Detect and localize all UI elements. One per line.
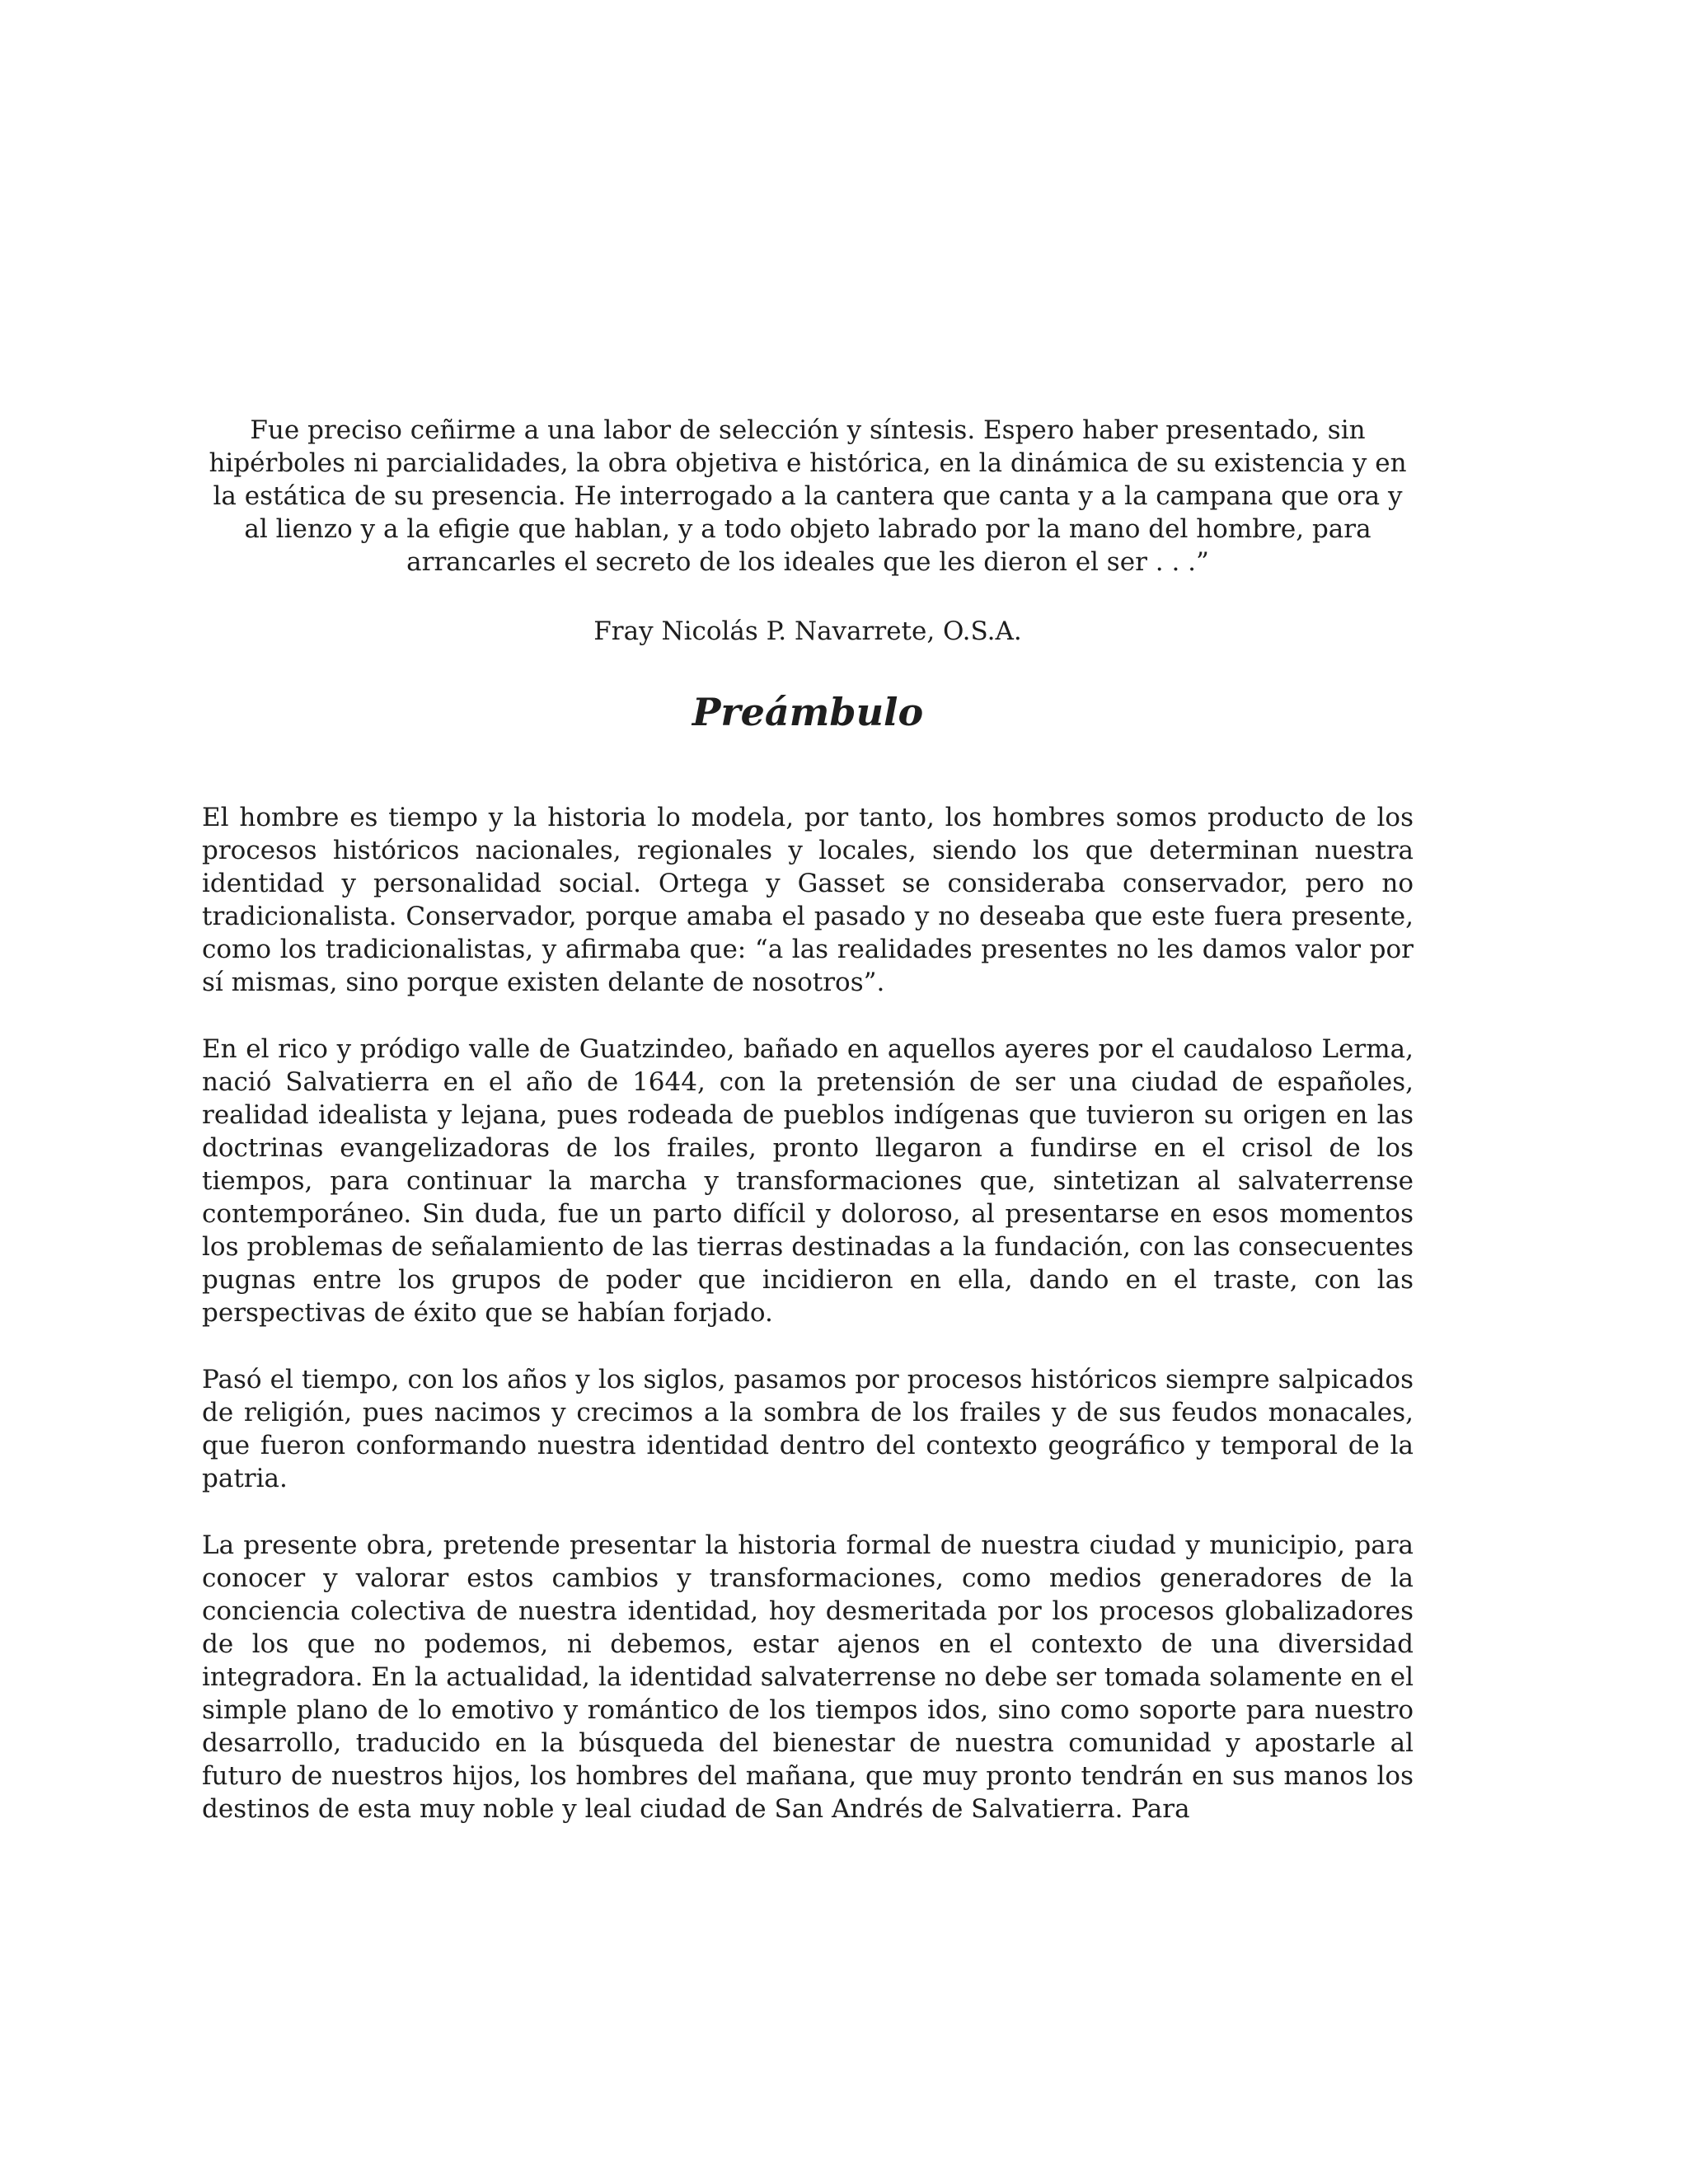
epigraph-author: Fray Nicolás P. Navarrete, O.S.A. [593,616,1022,646]
epigraph-quote: Fue preciso ceñirme a una labor de selección y síntesis. Espero haber presentado, sin hipérboles ni parcialidades, la obra objetiva e histórica, en la dinámica de su existencia y en la estática de su presencia. He interrogado a la cantera que canta y a la campana que ora y al lienzo y a la efigie que hablan, y a todo objeto labrado por la mano del hombre, para arrancarles el secreto de los ideales que les dieron el ser . . .” [209,415,1407,577]
section-title: Preámbulo [692,690,924,734]
paragraph-2: En el rico y pródigo valle de Guatzindeo, bañado en aquellos ayeres por el caudaloso Lerma, nació Salvatierra en el año de 1644, con la pretensión de ser una ciudad de españoles, realidad idealista y lejana, pues rodeada de pueblos indígenas que tuvieron su origen en las doctrinas evangelizadoras de los frailes, pronto llegaron a fundirse en el crisol de los tiempos, para continuar la marcha y transformaciones que, sintetizan al salvaterrense contemporáneo. Sin duda, fue un parto difícil y doloroso, al presentarse en esos momentos los problemas de señalamiento de las tierras destinadas a la fundación, con las consecuentes pugnas entre los grupos de poder que incidieron en ella, dando en el traste, con las perspectivas de éxito que se habían forjado. [202,1034,1414,1328]
paragraph-3: Pasó el tiempo, con los años y los siglos, pasamos por procesos históricos siempre salpicados de religión, pues nacimos y crecimos a la sombra de los frailes y de sus feudos monacales, que fueron conformando nuestra identidad dentro del contexto geográfico y temporal de la patria. [202,1365,1414,1493]
paragraph-1: El hombre es tiempo y la historia lo modela, por tanto, los hombres somos producto de los procesos históricos nacionales, regionales y locales, siendo los que determinan nuestra identidad y personalidad social. Ortega y Gasset se consideraba conservador, pero no tradicionalista. Conservador, porque amaba el pasado y no deseaba que este fuera presente, como los tradicionalistas, y afirmaba que: “a las realidades presentes no les damos valor por sí mismas, sino porque existen delante de nosotros”. [202,803,1414,997]
paragraph-4: La presente obra, pretende presentar la historia formal de nuestra ciudad y municipio, para conocer y valorar estos cambios y transformaciones, como medios generadores de la conciencia colectiva de nuestra identidad, hoy desmeritada por los procesos globalizadores de los que no podemos, ni debemos, estar ajenos en el contexto de una diversidad integradora. En la actualidad, la identidad salvaterrense no debe ser tomada solamente en el simple plano de lo emotivo y romántico de los tiempos idos, sino como soporte para nuestro desarrollo, traducido en la búsqueda del bienestar de nuestra comunidad y apostarle al futuro de nuestros hijos, los hombres del mañana, que muy pronto tendrán en sus manos los destinos de esta muy noble y leal ciudad de San Andrés de Salvatierra. Para [202,1530,1414,1824]
document-page [202,414,1414,1825]
